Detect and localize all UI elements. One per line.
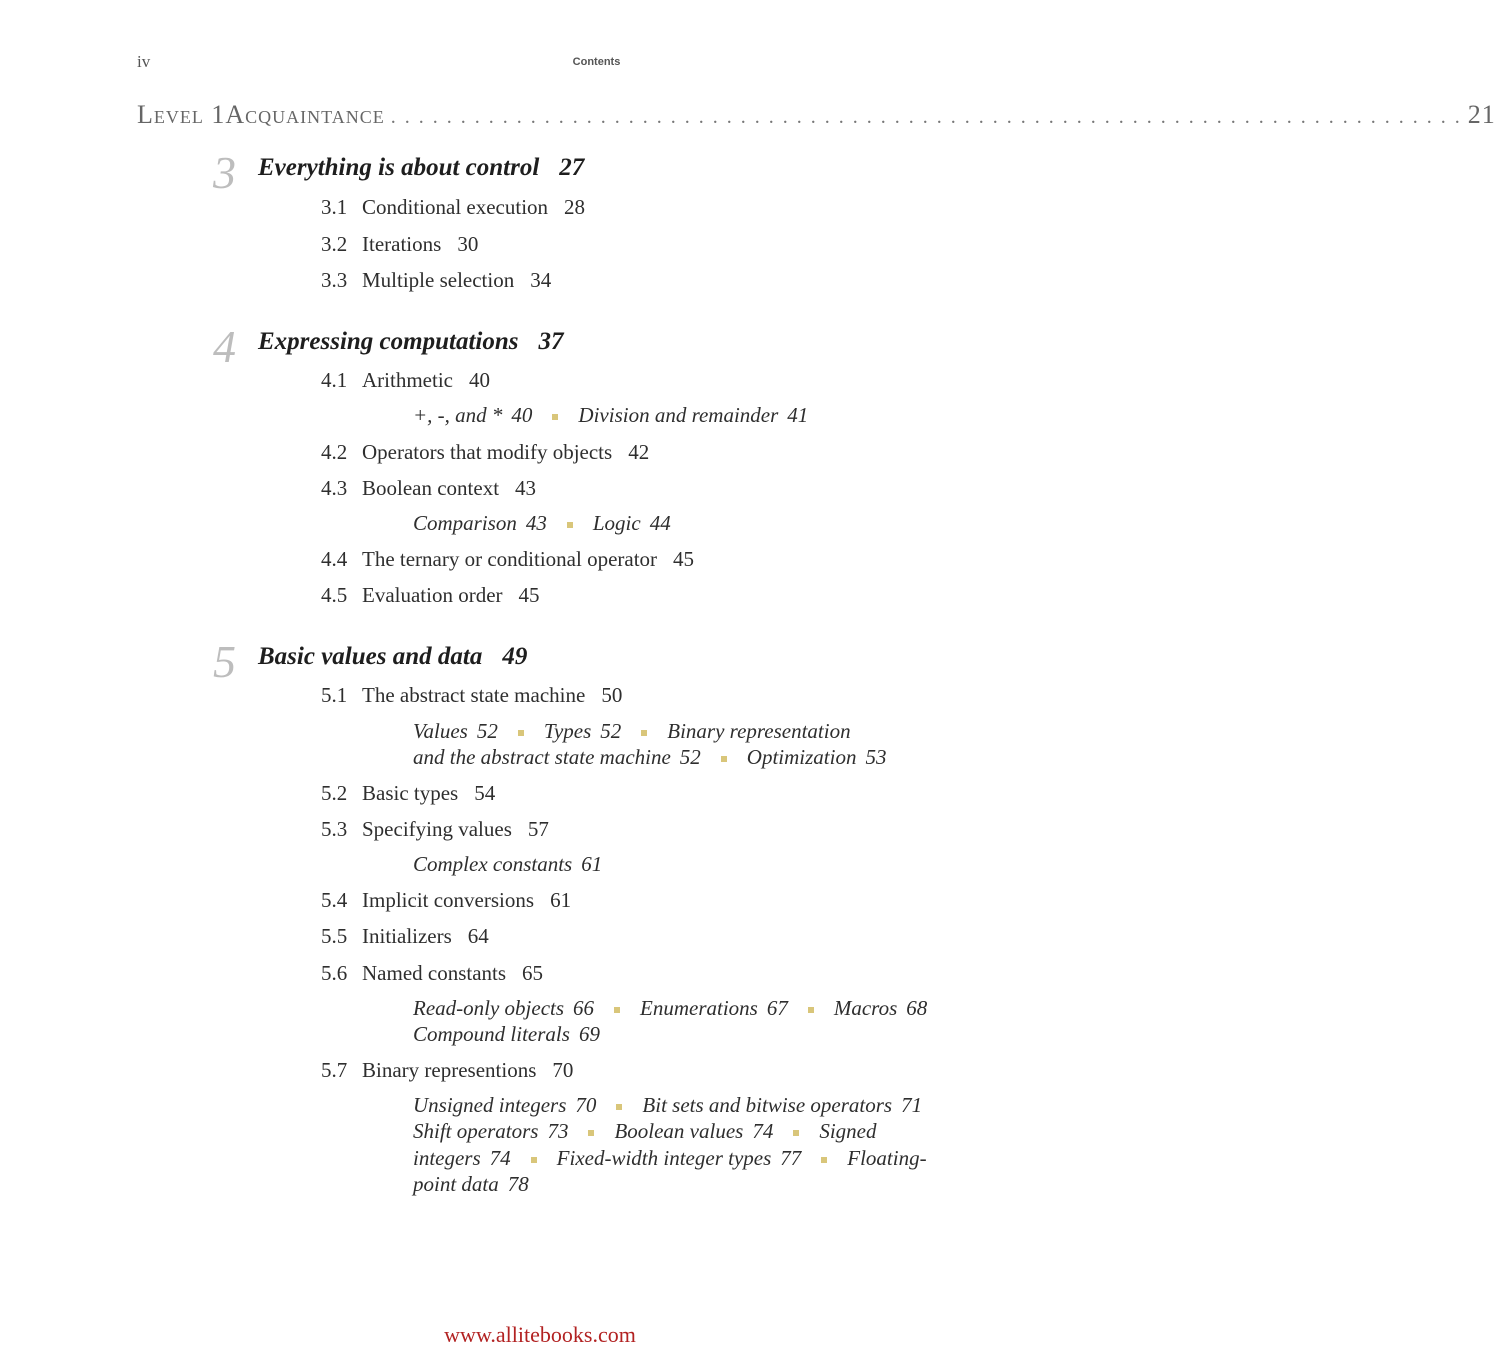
level-label: Level 1 (137, 100, 226, 129)
subsection-title: Enumerations (640, 996, 758, 1020)
toc-subsection-line (413, 745, 886, 770)
section-page: 70 (552, 1058, 574, 1082)
chapter-title-text: Basic values and data (258, 643, 483, 670)
toc-section[interactable] (321, 583, 540, 608)
level-page: 21 (1467, 100, 1496, 129)
subsection-title: Fixed-width integer types (556, 1146, 772, 1170)
toc-section[interactable] (321, 476, 536, 501)
section-page: 43 (515, 476, 537, 500)
toc-section[interactable] (321, 547, 694, 572)
section-number: 4.4 (321, 547, 348, 571)
section-title: Implicit conversions (362, 888, 535, 912)
chapter-page: 27 (559, 154, 585, 181)
section-page: 42 (628, 440, 650, 464)
chapter-page: 49 (502, 643, 528, 670)
subsection-entry[interactable] (642, 1093, 922, 1117)
toc-section[interactable] (321, 268, 551, 293)
toc-subsection-line (413, 511, 671, 536)
bullet-separator (518, 730, 524, 736)
section-number: 5.6 (321, 961, 348, 985)
section-number: 3.1 (321, 195, 348, 219)
leader-dots: . . . . . . . . . . . . . . . . . . . . . . . . . . . . . . . . . . . . . . . . . . . . . . . . . . . . . . . . . . . . . . . . . . . . . . . . . . . . . (390, 106, 1462, 128)
subsection-title: Boolean values (614, 1119, 744, 1143)
section-page: 61 (550, 888, 572, 912)
subsection-page: 74 (489, 1146, 511, 1170)
subsection-entry[interactable] (834, 996, 927, 1020)
subsection-title: Floating- (847, 1146, 927, 1170)
subsection-page: 74 (752, 1119, 774, 1143)
toc-section[interactable] (321, 368, 490, 393)
subsection-page: 52 (679, 745, 701, 769)
section-title: Named constants (362, 961, 507, 985)
section-number: 5.7 (321, 1058, 348, 1082)
toc-section[interactable] (321, 961, 543, 986)
toc-section[interactable] (321, 817, 549, 842)
subsection-page: 40 (511, 403, 533, 427)
section-number: 3.2 (321, 232, 348, 256)
subsection-page: 66 (573, 996, 595, 1020)
section-page: 64 (467, 924, 489, 948)
section-title: The ternary or conditional operator (362, 547, 658, 571)
subsection-entry[interactable] (413, 1093, 596, 1117)
subsection-title: Binary representation (667, 719, 851, 743)
section-title: Iterations (362, 232, 442, 256)
subsection-entry[interactable] (578, 403, 808, 427)
bullet-separator (821, 1157, 827, 1163)
subsection-page: 61 (581, 852, 603, 876)
toc-section[interactable] (321, 440, 649, 465)
section-number: 5.4 (321, 888, 348, 912)
chapter-title-text: Expressing computations (258, 328, 519, 355)
subsection-page: 70 (575, 1093, 597, 1117)
subsection-page: 53 (865, 745, 887, 769)
subsection-title: Macros (833, 996, 898, 1020)
section-number: 3.3 (321, 268, 348, 292)
subsection-page: 67 (766, 996, 788, 1020)
toc-section[interactable] (321, 232, 478, 257)
section-title: Evaluation order (362, 583, 503, 607)
subsection-title: Optimization (746, 745, 857, 769)
subsection-title: +, -, and * (413, 403, 503, 427)
subsection-page: 77 (780, 1146, 802, 1170)
section-title: Operators that modify objects (362, 440, 613, 464)
subsection-entry[interactable] (413, 852, 602, 876)
section-number: 5.2 (321, 781, 348, 805)
toc-subsection-line (413, 1119, 876, 1144)
toc-subsection-line (413, 403, 808, 428)
toc-section[interactable] (321, 1058, 573, 1083)
section-number: 4.3 (321, 476, 348, 500)
section-page: 54 (474, 781, 496, 805)
page-number: iv (137, 52, 151, 71)
section-title: Initializers (362, 924, 452, 948)
section-title: Conditional execution (362, 195, 549, 219)
subsection-entry[interactable] (413, 511, 547, 535)
subsection-title: Compound literals (413, 1022, 570, 1046)
bullet-separator (614, 1007, 620, 1013)
subsection-page: 43 (525, 511, 547, 535)
subsection-title: Division and remainder (578, 403, 779, 427)
toc-section[interactable] (321, 781, 495, 806)
subsection-entry[interactable] (557, 1146, 802, 1170)
subsection-title: Complex constants (413, 852, 573, 876)
subsection-title: Types (543, 719, 592, 743)
subsection-title: Values (413, 719, 468, 743)
subsection-title: Comparison (413, 511, 517, 535)
chapter-page: 37 (538, 328, 564, 355)
section-title: Basic types (362, 781, 459, 805)
chapter-title[interactable] (258, 154, 584, 182)
section-page: 65 (522, 961, 544, 985)
bullet-separator (641, 730, 647, 736)
subsection-page: 71 (901, 1093, 923, 1117)
subsection-title: Signed (819, 1119, 877, 1143)
toc-subsection-line (413, 1172, 529, 1197)
subsection-entry[interactable] (413, 719, 498, 743)
subsection-page: 52 (600, 719, 622, 743)
subsection-entry[interactable] (747, 745, 887, 769)
toc-section[interactable] (321, 683, 622, 708)
subsection-page: 68 (906, 996, 928, 1020)
chapter-number: 3 (213, 147, 236, 198)
subsection-title: and the abstract state machine (413, 745, 671, 769)
bullet-separator (531, 1157, 537, 1163)
subsection-page: 73 (547, 1119, 569, 1143)
section-number: 5.1 (321, 683, 348, 707)
section-number: 4.5 (321, 583, 348, 607)
subsection-entry[interactable] (667, 719, 850, 743)
subsection-title: Read-only objects (413, 996, 565, 1020)
section-page: 57 (527, 817, 549, 841)
bullet-separator (808, 1007, 814, 1013)
subsection-title: Unsigned integers (413, 1093, 567, 1117)
subsection-title: Logic (592, 511, 641, 535)
bullet-separator (567, 522, 573, 528)
section-page: 40 (468, 368, 490, 392)
section-page: 50 (601, 683, 623, 707)
section-title: Arithmetic (362, 368, 453, 392)
subsection-page: 78 (507, 1172, 529, 1196)
bullet-separator (588, 1130, 594, 1136)
section-number: 5.5 (321, 924, 348, 948)
toc-subsection-line (413, 1093, 922, 1118)
subsection-title: integers (413, 1146, 481, 1170)
section-title: Binary representions (362, 1058, 537, 1082)
chapter-number: 4 (213, 321, 236, 372)
subsection-entry[interactable] (819, 1119, 876, 1143)
section-page: 45 (518, 583, 540, 607)
chapter-title[interactable] (258, 643, 527, 671)
subsection-entry[interactable] (847, 1146, 926, 1170)
subsection-entry[interactable] (413, 1146, 511, 1170)
chapter-number: 5 (213, 636, 236, 687)
section-number: 5.3 (321, 817, 348, 841)
subsection-entry[interactable] (413, 403, 532, 427)
bullet-separator (721, 756, 727, 762)
toc-subsection-line (413, 1022, 600, 1047)
toc-subsection-line (413, 1146, 927, 1171)
chapter-title[interactable] (258, 328, 563, 356)
toc-section[interactable] (321, 195, 585, 220)
bullet-separator (793, 1130, 799, 1136)
subsection-entry[interactable] (413, 996, 594, 1020)
subsection-title: Bit sets and bitwise operators (642, 1093, 893, 1117)
section-number: 4.2 (321, 440, 348, 464)
bullet-separator (552, 414, 558, 420)
subsection-entry[interactable] (614, 1119, 773, 1143)
toc-subsection-line (413, 719, 851, 744)
toc-subsection-line (413, 852, 602, 877)
level-title: Acquaintance (225, 100, 385, 129)
section-page: 30 (457, 232, 479, 256)
toc-section[interactable] (321, 924, 489, 949)
subsection-title: Shift operators (413, 1119, 539, 1143)
running-head: Contents (572, 56, 621, 68)
subsection-title: point data (413, 1172, 499, 1196)
subsection-page: 41 (787, 403, 809, 427)
subsection-entry[interactable] (413, 1172, 529, 1196)
section-page: 34 (530, 268, 552, 292)
subsection-entry[interactable] (593, 511, 671, 535)
subsection-entry[interactable] (413, 745, 701, 769)
section-page: 45 (673, 547, 695, 571)
section-page: 28 (564, 195, 586, 219)
subsection-entry[interactable] (413, 1119, 568, 1143)
toc-section[interactable] (321, 888, 571, 913)
subsection-page: 44 (649, 511, 671, 535)
subsection-entry[interactable] (640, 996, 788, 1020)
section-number: 4.1 (321, 368, 348, 392)
subsection-entry[interactable] (413, 1022, 600, 1046)
toc-subsection-line (413, 996, 927, 1021)
subsection-page: 52 (476, 719, 498, 743)
level-entry[interactable] (137, 100, 1496, 132)
chapter-title-text: Everything is about control (258, 154, 540, 181)
section-title: Specifying values (362, 817, 512, 841)
section-title: The abstract state machine (362, 683, 586, 707)
footer-url-link[interactable]: www.allitebooks.com (444, 1322, 636, 1347)
section-title: Boolean context (362, 476, 500, 500)
subsection-entry[interactable] (544, 719, 621, 743)
bullet-separator (616, 1104, 622, 1110)
section-title: Multiple selection (362, 268, 515, 292)
subsection-page: 69 (578, 1022, 600, 1046)
